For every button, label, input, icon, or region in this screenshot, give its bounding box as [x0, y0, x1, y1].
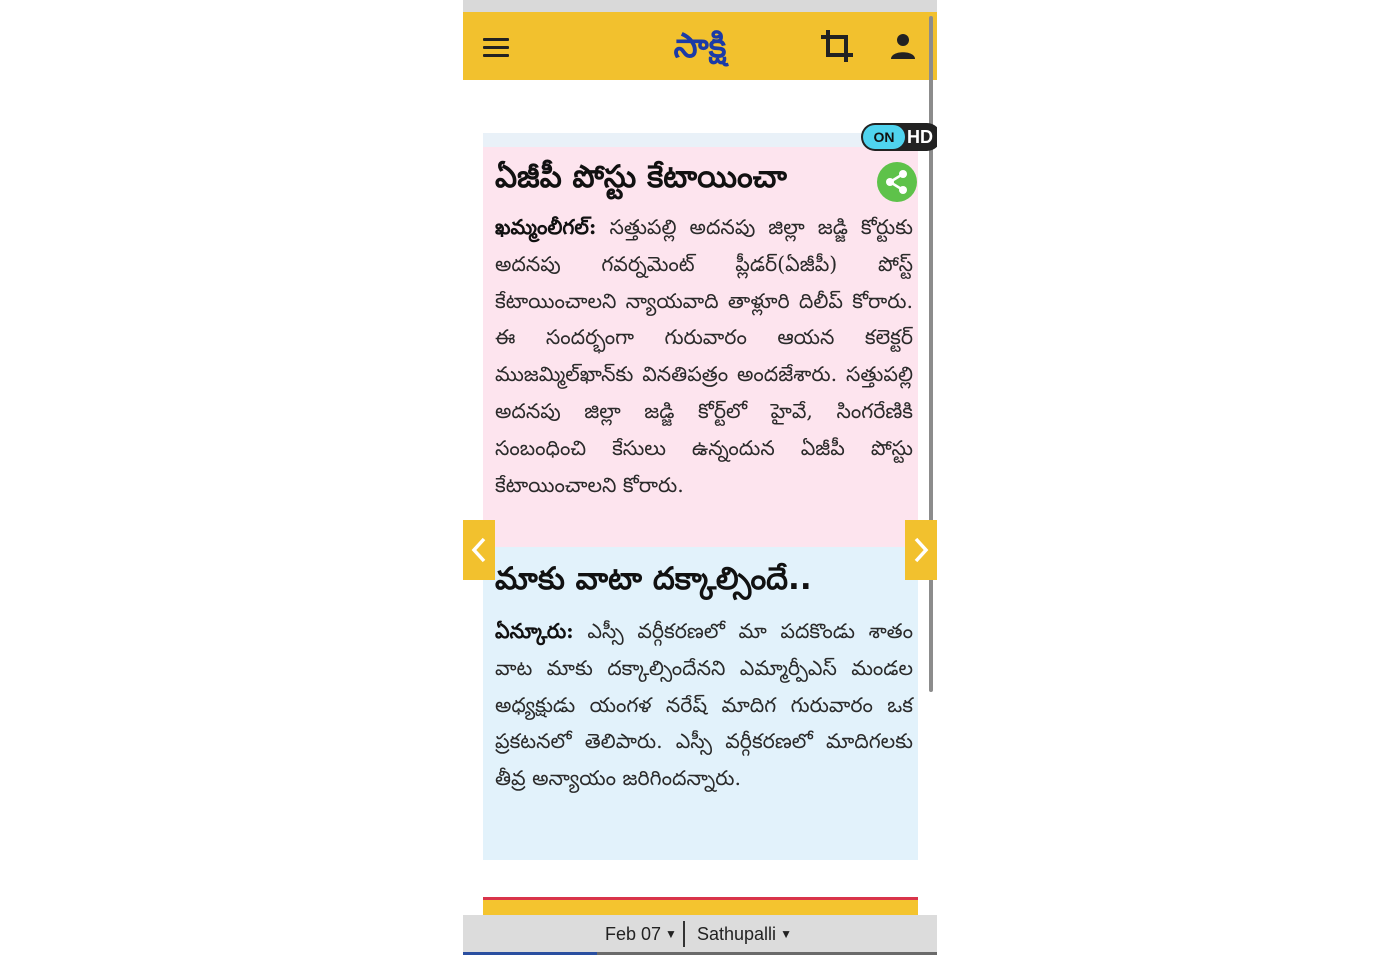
app-header: [463, 12, 937, 80]
next-article-button[interactable]: [905, 520, 937, 580]
status-bar: [463, 0, 937, 12]
crop-icon[interactable]: [819, 28, 855, 64]
article-body: [495, 613, 913, 797]
phone-screen: [463, 0, 937, 980]
article-agp-post: [483, 133, 918, 547]
chevron-right-icon: [911, 536, 931, 564]
edition-dropdown[interactable]: [697, 921, 792, 947]
share-button[interactable]: [877, 162, 917, 202]
hd-toggle-hd-label: HD: [907, 127, 933, 147]
previous-article-button[interactable]: [463, 520, 495, 580]
article-dateline: ఏన్కూరు:: [495, 619, 574, 643]
menu-icon[interactable]: [483, 38, 509, 58]
date-dropdown[interactable]: [605, 921, 677, 947]
bar-underline-accent: [463, 952, 597, 955]
app-logo[interactable]: సాక్షి: [673, 26, 727, 66]
article-text: సత్తుపల్లి అదనపు జిల్లా జడ్జి కోర్టుకు అదనపు గవర్నమెంట్ ప్లీడర్(ఏజీపీ) పోస్ట్ కేటాయించాలని న్యాయవాది తాళ్లూరి దిలీప్ కోరారు. ఈ సందర్భంగా గురువారం ఆయన కలెక్టర్ ముజమ్మిల్‌ఖాన్‌కు వినతిపత్రం అందజేశారు. సత్తుపల్లి అదనపు జిల్లా జడ్జి కోర్ట్‌లో హైవే, సింగరేణికి సంబంధించి కేసులు ఉన్నందున ఏజీపీ పోస్టు కేటాయించాలని కోరారు.: [495, 215, 913, 497]
article-headline: ఏజీపీ పోస్టు కేటాయించా: [495, 159, 787, 195]
caret-down-icon: ▼: [665, 927, 677, 941]
previous-article-edge: [483, 133, 918, 147]
article-headline: మాకు వాటా దక్కాల్సిందే..: [495, 561, 812, 597]
date-value: Feb 07: [605, 924, 662, 944]
next-article-edge: [483, 897, 918, 915]
article-body: [495, 209, 913, 503]
edition-value: Sathupalli: [697, 924, 777, 944]
share-icon: [877, 162, 917, 202]
article-sc-share: [483, 547, 918, 860]
scrollbar[interactable]: [929, 16, 933, 692]
user-icon[interactable]: [889, 32, 917, 60]
divider: [683, 921, 685, 947]
hd-toggle-on-label: ON: [863, 125, 905, 149]
caret-down-icon: ▼: [780, 927, 792, 941]
article-dateline: ఖమ్మంలీగల్:: [495, 215, 597, 239]
hd-toggle[interactable]: [861, 123, 937, 151]
edition-bar: [463, 915, 937, 955]
chevron-left-icon: [469, 536, 489, 564]
article-text: ఎస్సీ వర్గీకరణలో మా పదకొండు శాతం వాట మాకు దక్కాల్సిందేనని ఎమ్మార్పీఎస్ మండల అధ్యక్షుడు యంగళ నరేష్ మాదిగ గురువారం ఒక ప్రకటనలో తెలిపారు. ఎస్సీ వర్గీకరణలో మాదిగలకు తీవ్ర అన్యాయం జరిగిందన్నారు.: [495, 619, 913, 791]
